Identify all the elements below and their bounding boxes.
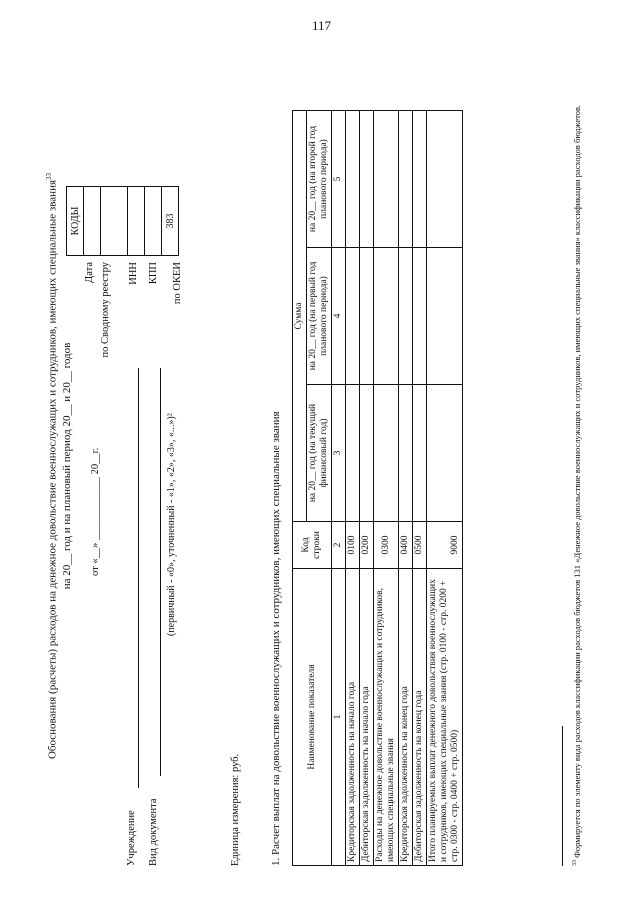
institution-input-line[interactable] (138, 368, 139, 788)
row-code: 0500 (413, 522, 427, 569)
doc-type-note: (первичный - «0», уточненный - «1», «2», «3», «...»)² (166, 413, 177, 636)
col-header-name: Наименование показателя (293, 569, 332, 866)
col-header-code: Код строки (293, 522, 332, 569)
codes-header: КОДЫ (67, 187, 84, 256)
sum-cell[interactable] (360, 248, 374, 385)
col-number: 2 (332, 522, 346, 569)
col-number: 1 (332, 569, 346, 866)
code-registry-cell[interactable] (101, 187, 128, 256)
sum-cell[interactable] (346, 385, 360, 522)
row-name: Дебиторская задолженность на начало года (360, 569, 374, 866)
payments-table (292, 110, 463, 866)
row-name: Дебиторская задолженность на конец года (413, 569, 427, 866)
row-name: Итого планируемых выплат денежного довольствия военнослужащих и сотрудников, имеющих специальные звания (стр. 0100 - стр. 0200 + стр. 0300 - стр. 0400 + стр. 0500) (427, 569, 463, 866)
sum-cell[interactable] (413, 111, 427, 248)
title-line-1: Обоснования (расчеты) расходов на денежное довольствие военнослужащих и сотрудников, имеющих специальные звания (46, 179, 59, 760)
code-label-kpp: КПП (148, 262, 159, 285)
sum-cell[interactable] (399, 111, 413, 248)
table-row (399, 111, 413, 866)
row-name: Кредиторская задолженность на конец года (399, 569, 413, 866)
sum-cell[interactable] (346, 248, 360, 385)
row-code: 0200 (360, 522, 374, 569)
code-okei-cell: 383 (162, 187, 179, 256)
sum-cell[interactable] (374, 111, 399, 248)
sum-cell[interactable] (413, 385, 427, 522)
col-header-sum: Сумма (293, 111, 307, 522)
sum-cell[interactable] (413, 248, 427, 385)
sum-cell[interactable] (427, 111, 463, 248)
sum-cell[interactable] (427, 385, 463, 522)
col-header-sum-3: на 20__ год (на второй год планового периода) (307, 111, 332, 248)
col-header-sum-2: на 20__ год (на первый год планового периода) (307, 248, 332, 385)
code-label-date: Дата (84, 262, 95, 283)
table-row (374, 111, 399, 866)
code-label-registry: по Сводному реестру (100, 262, 111, 358)
col-number: 4 (332, 248, 346, 385)
table-row-total (427, 111, 463, 866)
page-number: 117 (312, 18, 332, 33)
footnote (570, 66, 583, 866)
sum-cell[interactable] (346, 111, 360, 248)
table-row (360, 111, 374, 866)
sum-cell[interactable] (360, 111, 374, 248)
rotated-page-content (30, 36, 610, 896)
footnote-text: Формируется по элементу вида расходов классификации расходов бюджетов 131 «Денежное довольствие военнослужащих и сотрудников, имеющих специальные звания» классификации расходов бюджетов. (571, 104, 582, 858)
sum-cell[interactable] (399, 385, 413, 522)
sum-cell[interactable] (399, 248, 413, 385)
code-label-inn: ИНН (128, 262, 139, 285)
column-numbers-row (332, 111, 346, 866)
footnote-number: 33 (572, 860, 578, 866)
doc-type-label: Вид документа (148, 798, 159, 866)
sum-cell[interactable] (374, 385, 399, 522)
section-title: 1. Расчет выплат на довольствие военнослужащих и сотрудников, имеющих специальные звания (270, 411, 282, 866)
table-row (413, 111, 427, 866)
row-code: 0100 (346, 522, 360, 569)
sum-cell[interactable] (427, 248, 463, 385)
date-line: от «__» ____________ 20__г. (90, 447, 101, 576)
sum-cell[interactable] (360, 385, 374, 522)
code-date-cell[interactable] (84, 187, 101, 256)
footnote-divider (562, 726, 563, 866)
sum-cell[interactable] (374, 248, 399, 385)
title-line-2: на 20__ год и на плановый период 20__ и 20__ годов (60, 342, 73, 590)
unit-of-measure: Единица измерения: руб. (230, 753, 241, 866)
row-code: 9000 (427, 522, 463, 569)
doc-type-input-line[interactable] (160, 368, 161, 776)
code-inn-cell[interactable] (128, 187, 145, 256)
row-code: 0400 (399, 522, 413, 569)
col-number: 5 (332, 111, 346, 248)
institution-label: Учреждение (126, 810, 137, 866)
col-header-sum-1: на 20__ год (на текущий финансовый год) (307, 385, 332, 522)
codes-box (66, 186, 179, 256)
col-number: 3 (332, 385, 346, 522)
document-title (42, 36, 74, 896)
row-name: Расходы на денежное довольствие военнослужащих и сотрудников, имеющих специальные звания (374, 569, 399, 866)
row-code: 0300 (374, 522, 399, 569)
title-footnote-ref: 33 (45, 172, 53, 180)
code-label-okei: по ОКЕИ (172, 262, 183, 305)
row-name: Кредиторская задолженность на начало года (346, 569, 360, 866)
code-kpp-cell[interactable] (145, 187, 162, 256)
table-row (346, 111, 360, 866)
